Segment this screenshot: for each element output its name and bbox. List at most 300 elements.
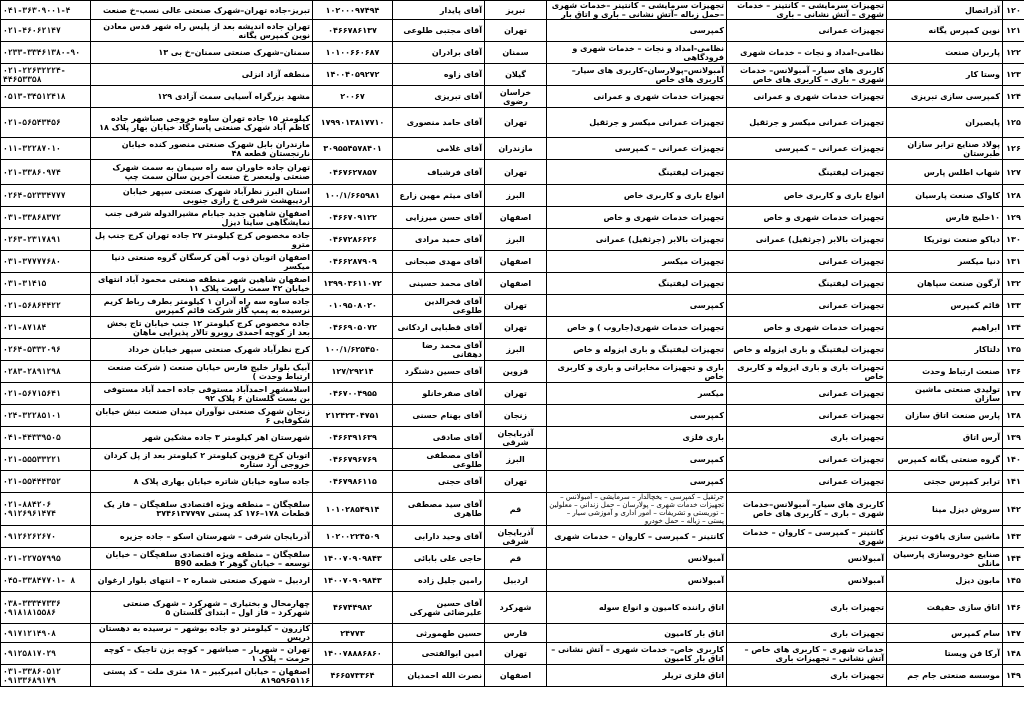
category-cell: تجهیزات لیفتینگ <box>727 160 887 185</box>
row-number-cell: ۱۳۲ <box>1003 273 1024 295</box>
province-cell: اصفهان <box>485 273 547 295</box>
table-row <box>1 108 1024 138</box>
province-cell: البرز <box>485 229 547 251</box>
products-cell: کمپرسی <box>547 405 727 427</box>
contact-person-cell: حسین طهمورثی <box>393 624 485 643</box>
company-name-cell: ۱۰خلیج فارس <box>887 207 1003 229</box>
contact-person-cell: آقای سید مصطفی طاهری <box>393 493 485 526</box>
company-name-cell: سروش دیزل مینا <box>887 493 1003 526</box>
row-number-cell: ۱۴۹ <box>1003 665 1024 687</box>
products-cell: اتاق فلزی تریلر <box>547 665 727 687</box>
table-row <box>1 361 1024 383</box>
products-cell: تجهیزات لیفتینگ و باری ایزوله و خاص <box>547 339 727 361</box>
company-name-cell: قائم کمپرس <box>887 295 1003 317</box>
province-cell: قم <box>485 493 547 526</box>
address-cell: کیلومتر ۱۵ جاده تهران ساوه خروجی صباشهر جاده کاظم آباد شهرک صنعتی پاسارگاد خیابان بهار پلاک ۱۸ <box>91 108 313 138</box>
category-cell: تجهیزات باری <box>727 624 887 643</box>
company-name-cell: کمپرسی سازی تبریزی <box>887 86 1003 108</box>
products-cell: کاربری خاص– خدمات شهری – آتش نشانی – اتاق بار کامیون <box>547 643 727 665</box>
province-cell: تهران <box>485 317 547 339</box>
registration-code-cell: ۲۰۰۶۷ <box>313 86 393 108</box>
products-cell: باری و تجهیزات مخابراتی و باری و کاربری خاص <box>547 361 727 383</box>
contact-person-cell: آقای تبریزی <box>393 86 485 108</box>
table-row <box>1 42 1024 64</box>
table-row <box>1 1 1024 20</box>
registration-code-cell: ۰۴۶۶۷۸۶۱۳۷ <box>313 20 393 42</box>
company-name-cell: دیاکو صنعت نوتریکا <box>887 229 1003 251</box>
contact-person-cell: آقای حسن میرزایی <box>393 207 485 229</box>
address-cell: اردبیل – شهرک صنعتی شماره ۲ – انتهای بلوار ارغوان <box>91 570 313 592</box>
address-cell: آبیک بلوار خلیج فارس خیابان صنعت ( شرکت صنعت ارتباط وحدت ) <box>91 361 313 383</box>
row-number-cell: ۱۲۲ <box>1003 42 1024 64</box>
products-cell: کمپرسی <box>547 20 727 42</box>
registration-code-cell: ۰۴۶۷۹۸۶۱۱۵ <box>313 471 393 493</box>
address-cell: اصفهان اتوبان ذوب آهن کرسگان گروه صنعتی دنیا میکسر <box>91 251 313 273</box>
products-cell: جرثقیل – کمپرسی – یخچالدار – سرمایشی – آمبولانس – تجهیزات خدمات شهری – پولارسان – حمل زنداني – معلولین – توریستی و تشریفات – امور اداری و آموزشی سیار – پستی – زباله – حمل خودرو <box>547 493 727 526</box>
registration-code-cell: ۱۰۲۰۰۲۲۴۵۰۹ <box>313 526 393 548</box>
row-number-cell: ۱۴۶ <box>1003 592 1024 624</box>
company-name-cell: پاربران صنعت <box>887 42 1003 64</box>
address-cell: کرج نظرآباد شهرک صنعتی سپهر خیابان خرداد <box>91 339 313 361</box>
category-cell: تجهیزات عمرانی <box>727 20 887 42</box>
contact-person-cell: آقای مصطفی طلوعی <box>393 449 485 471</box>
category-cell: تجهیزات خدمات شهری و خاص <box>727 317 887 339</box>
products-cell: کانتینر – کمپرسی – کاروان – خدمات شهری <box>547 526 727 548</box>
table-body <box>1 1 1024 687</box>
table-row <box>1 86 1024 108</box>
category-cell: تجهیزات خدمات شهری و خاص <box>727 207 887 229</box>
table-row <box>1 295 1024 317</box>
category-cell: تجهیزات باری <box>727 592 887 624</box>
company-name-cell: آذراتصال <box>887 1 1003 20</box>
province-cell: تهران <box>485 643 547 665</box>
row-number-cell: ۱۳۴ <box>1003 317 1024 339</box>
table-row <box>1 251 1024 273</box>
table-row <box>1 548 1024 570</box>
products-cell: کمپرسی <box>547 471 727 493</box>
table-row <box>1 207 1024 229</box>
category-cell: انواع باری و کاربری خاص <box>727 185 887 207</box>
address-cell: مشهد بزرگراه آسیایی سمت آزادی ۱۲۹ <box>91 86 313 108</box>
row-number-cell: ۱۳۱ <box>1003 251 1024 273</box>
province-cell: البرز <box>485 449 547 471</box>
phone-number-cell: ۰۲۴-۳۲۲۸۵۱۰۱ <box>1 405 91 427</box>
registration-code-cell: ۰۴۶۷۲۸۶۶۲۶ <box>313 229 393 251</box>
category-cell: تجهیزات عمرانی <box>727 383 887 405</box>
registration-code-cell: ۱۳۹۹۰۳۶۱۱۰۷۲ <box>313 273 393 295</box>
registration-code-cell: ۱۰۱۰۲۸۵۴۹۱۴ <box>313 493 393 526</box>
table-row <box>1 160 1024 185</box>
row-number-cell: ۱۴۳ <box>1003 526 1024 548</box>
registration-code-cell: ۰۴۶۷۰۰۴۹۵۵ <box>313 383 393 405</box>
phone-number-cell: ۰۴۱-۴۴۳۳۹۵۰۵ <box>1 427 91 449</box>
contact-person-cell: آقای برادران <box>393 42 485 64</box>
contact-person-cell: آقای فرشباف <box>393 160 485 185</box>
phone-number-cell: ۰۲۱-۸۷۱۸۴ <box>1 317 91 339</box>
province-cell: تهران <box>485 160 547 185</box>
contact-person-cell: آقای میثم مهین زارع <box>393 185 485 207</box>
phone-number-cell: ۰۲۱-۳۳۸۶۰۹۷۴ <box>1 160 91 185</box>
company-name-cell: نوین کمپرس یگانه <box>887 20 1003 42</box>
table-row <box>1 570 1024 592</box>
phone-number-cell: ۰۲۱-۲۲۶۳۲۲۲۴- ۴۴۶۵۳۳۵۸ <box>1 64 91 86</box>
phone-number-cell: ۰۹۱۲۵۸۱۷۰۲۹ <box>1 643 91 665</box>
registration-code-cell: ۱۴۰۰۷۰۹۰۹۸۴۳ <box>313 570 393 592</box>
table-row <box>1 229 1024 251</box>
products-cell: اتاق راننده کامیون و انواع سوله <box>547 592 727 624</box>
province-cell: آذربایجان شرقی <box>485 526 547 548</box>
phone-number-cell: ۰۹۱۷۱۲۱۴۹۰۸ <box>1 624 91 643</box>
products-cell: نظامی-امداد و نجات – خدمات شهری و فرودگاهی <box>547 42 727 64</box>
row-number-cell: ۱۴۰ <box>1003 449 1024 471</box>
phone-number-cell: ۰۲۱-۴۶۰۶۲۱۴۷ <box>1 20 91 42</box>
row-number-cell: ۱۳۶ <box>1003 361 1024 383</box>
category-cell: تجهیزات عمرانی <box>727 471 887 493</box>
address-cell: سمنان–شهرک صنعتی سمنان–خ بی ۱۳ <box>91 42 313 64</box>
phone-number-cell: ۰۳۱-۳۱۴۱۵ <box>1 273 91 295</box>
registration-code-cell: ۳۰۹۵۵۴۵۷۸۴۰۱ <box>313 138 393 160</box>
address-cell: تبریز-جاده تهران–شهرک صنعتی عالی نسب–خ صنعت <box>91 1 313 20</box>
table-row <box>1 405 1024 427</box>
registration-code-cell: ۴۶۶۵۷۳۳۶۴ <box>313 665 393 687</box>
phone-number-cell: ۰۲۱-۵۶۵۴۳۴۵۶ <box>1 108 91 138</box>
table-row <box>1 592 1024 624</box>
products-cell: تجهیزات سرمایشی – کانتینر –خدمات شهری –حمل زباله –آتش نشانی – باری و اتاق بار <box>547 1 727 20</box>
contact-person-cell: آقای زاوه <box>393 64 485 86</box>
products-cell: تجهیزات لیفتینگ <box>547 160 727 185</box>
company-name-cell: موسسه صنعتی جام جم <box>887 665 1003 687</box>
contact-person-cell: آقای حسین علیرضائی شهرکی <box>393 592 485 624</box>
table-row <box>1 493 1024 526</box>
contact-person-cell: آقای بهنام حسنی <box>393 405 485 427</box>
products-cell: تجهیزات عمرانی میکسر و جرثقیل <box>547 108 727 138</box>
province-cell: تهران <box>485 108 547 138</box>
row-number-cell: ۱۳۵ <box>1003 339 1024 361</box>
province-cell: اصفهان <box>485 207 547 229</box>
registration-code-cell: ۰۴۶۶۳۹۱۶۳۹ <box>313 427 393 449</box>
contact-person-cell: آقای مهدی صبحانی <box>393 251 485 273</box>
province-cell: سمنان <box>485 42 547 64</box>
province-cell: البرز <box>485 339 547 361</box>
company-name-cell: آرس اتاق <box>887 427 1003 449</box>
row-number-cell: ۱۲۸ <box>1003 185 1024 207</box>
registration-code-cell: ۱۴۰۰۴۰۵۹۲۷۲ <box>313 64 393 86</box>
address-cell: مازندران بابل شهرک صنعتی منصور کنده خیابان نارنجستان قطعه ۴۸ <box>91 138 313 160</box>
address-cell: منطقه آزاد انزلی <box>91 64 313 86</box>
address-cell: اصفهان شاهین جدید جیابام مشیرالدوله شرقی جنب نمایشگاهی ساینا دیزل <box>91 207 313 229</box>
address-cell: اسلامشهر احمدآباد مستوفی جاده احمد آباد مستوفی بن بست گلستان ۶ پلاک ۹۲ <box>91 383 313 405</box>
phone-number-cell: ۰۲۱-۵۵۵۳۳۲۲۱ <box>1 449 91 471</box>
products-cell: اتاق بار کامیون <box>547 624 727 643</box>
phone-number-cell: ۰۲۱-۵۶۷۱۵۶۴۱ <box>1 383 91 405</box>
table-row <box>1 526 1024 548</box>
category-cell: خدمات شهری – کاربری های خاص – آتش نشانی – تجهیزات باری <box>727 643 887 665</box>
contact-person-cell: رامین جلیل زاده <box>393 570 485 592</box>
contact-person-cell: آقای صفرخانلو <box>393 383 485 405</box>
table-row <box>1 471 1024 493</box>
category-cell: کاربری های سیار– آمبولانس–خدمات شهری – باری – کاربری های خاص <box>727 493 887 526</box>
province-cell: قزوین <box>485 361 547 383</box>
products-cell: انواع باری و کاربری خاص <box>547 185 727 207</box>
row-number-cell: ۱۴۱ <box>1003 471 1024 493</box>
province-cell: تهران <box>485 295 547 317</box>
products-cell: تجهیزات میکسر <box>547 251 727 273</box>
address-cell: تهران جاده اندیشه بعد از پلیس راه شهر قدس معادن نوین کمپرس یگانه <box>91 20 313 42</box>
products-cell: تجهیزات عمرانی – کمپرسی <box>547 138 727 160</box>
category-cell: کانتینر – کمپرسی – کاروان – خدمات شهری <box>727 526 887 548</box>
company-name-cell: دنیا میکسر <box>887 251 1003 273</box>
contact-person-cell: آقای مجتبی طلوعی <box>393 20 485 42</box>
phone-number-cell: ۰۲۱-۲۲۷۵۷۹۹۵ <box>1 548 91 570</box>
table-row <box>1 185 1024 207</box>
address-cell: سلفچگان – منطقه ویژه اقتصادی سلفچگان – خیابان توسعه – خیابان گوهر ۲ قطعه B90 <box>91 548 313 570</box>
province-cell: البرز <box>485 185 547 207</box>
province-cell: خراسان رضوی <box>485 86 547 108</box>
table-row <box>1 20 1024 42</box>
category-cell: آمبولانس <box>727 570 887 592</box>
category-cell: کاربری های سیار– آمبولانس– خدمات شهری – باری – کاربری های خاص <box>727 64 887 86</box>
table-row <box>1 624 1024 643</box>
address-cell: جاده ساوه سه راه آدران ۱ کیلومتر بطرف رباط کریم نرسیده به پمپ گاز شرکت قائم کمپرس <box>91 295 313 317</box>
row-number-cell: ۱۲۱ <box>1003 20 1024 42</box>
company-name-cell: آرکا فن ویستا <box>887 643 1003 665</box>
contact-person-cell: آقای محمد رضا دهقانی <box>393 339 485 361</box>
category-cell: تجهیزات لیفتینگ <box>727 273 887 295</box>
company-name-cell: گروه صنعتی یگانه کمپرس <box>887 449 1003 471</box>
phone-number-cell: ۰۴۵-۳۳۸۴۷۷۰۱- ۸ <box>1 570 91 592</box>
phone-number-cell: ۰۲۳۳-۳۳۴۶۱۳۸۰-۹۰ <box>1 42 91 64</box>
phone-number-cell: ۰۲۶۴-۵۳۳۲۰۹۶ <box>1 339 91 361</box>
category-cell: تجهیزات باری <box>727 427 887 449</box>
phone-number-cell: ۰۲۸۳-۲۸۹۱۲۹۸ <box>1 361 91 383</box>
products-cell: کمپرسی <box>547 449 727 471</box>
province-cell: تهران <box>485 383 547 405</box>
registration-code-cell: ۰۱۰۹۵۰۸۰۲۰ <box>313 295 393 317</box>
category-cell: تجهیزات باری <box>727 665 887 687</box>
address-cell: اصفهان شاهین شهر منطقه صنعتی محمود آباد انتهای خیابان ۴۲ سمت راست پلاک ۱۱ <box>91 273 313 295</box>
phone-number-cell: ۰۵۱۳-۳۴۵۱۲۴۱۸ <box>1 86 91 108</box>
row-number-cell: ۱۳۸ <box>1003 405 1024 427</box>
contact-person-cell: آقای حامد منصوری <box>393 108 485 138</box>
registration-code-cell: ۱۷۹۹۰۱۳۸۱۷۷۱۰ <box>313 108 393 138</box>
registration-code-cell: ۰۴۶۷۶۲۷۸۵۷ <box>313 160 393 185</box>
company-name-cell: صنایع خودروسازی پارسیان مانلی <box>887 548 1003 570</box>
company-name-cell: وستا کار <box>887 64 1003 86</box>
table-row <box>1 427 1024 449</box>
row-number-cell: ۱۳۷ <box>1003 383 1024 405</box>
contact-person-cell: آقای غلامی <box>393 138 485 160</box>
row-number-cell: ۱۲۷ <box>1003 160 1024 185</box>
province-cell: آذربایجان شرقی <box>485 427 547 449</box>
company-name-cell: پایصیران <box>887 108 1003 138</box>
phone-number-cell: ۰۳۱-۳۳۸۶۰۵۱۲ ۰۹۱۳۳۶۸۹۱۷۹ <box>1 665 91 687</box>
category-cell: تجهیزات عمرانی <box>727 405 887 427</box>
phone-number-cell: ۰۳۱-۳۳۸۶۸۳۷۲ <box>1 207 91 229</box>
contact-person-cell: امین ابوالفتحی <box>393 643 485 665</box>
company-name-cell: ترابر کمپرس حجتی <box>887 471 1003 493</box>
phone-number-cell: ۰۲۱-۸۸۴۲۰۶ ۰۹۱۲۶۹۶۱۴۷۴ <box>1 493 91 526</box>
products-cell: کمپرسی <box>547 295 727 317</box>
table-row <box>1 138 1024 160</box>
address-cell: سلفچگان – منطقه ویژه اقتصادی سلفچگان – فاز یک قطعات ۱۷۸–۱۷۶ کد پستی ۳۷۴۶۱۳۷۷۹۷ <box>91 493 313 526</box>
row-number-cell: ۱۲۴ <box>1003 86 1024 108</box>
registration-code-cell: ۱۰۰/۱/۶۲۵۴۵۰ <box>313 339 393 361</box>
phone-number-cell: ۰۳۸-۳۳۳۴۷۳۳۶ ۰۹۱۸۱۸۱۵۵۸۶ <box>1 592 91 624</box>
products-cell: تجهیزات خدمات شهری(جاروب ) و خاص <box>547 317 727 339</box>
table-row <box>1 665 1024 687</box>
category-cell: نظامی-امداد و نجات – خدمات شهری <box>727 42 887 64</box>
table-row <box>1 273 1024 295</box>
contact-person-cell: آقای فخرالدین طلوعی <box>393 295 485 317</box>
row-number-cell: ۱۳۰ <box>1003 229 1024 251</box>
products-cell: تجهیزات خدمات شهری و خاص <box>547 207 727 229</box>
products-cell: تجهیزات لیفتینگ <box>547 273 727 295</box>
province-cell: تهران <box>485 20 547 42</box>
company-name-cell: پارس صنعت اتاق سازان <box>887 405 1003 427</box>
contact-person-cell: آقای قطبایی اردکانی <box>393 317 485 339</box>
registration-code-cell: ۰۴۶۶۲۸۷۹۰۹ <box>313 251 393 273</box>
province-cell: قم <box>485 548 547 570</box>
category-cell: تجهیزات باری و باری ایزوله و کاربری خاص <box>727 361 887 383</box>
table-row <box>1 383 1024 405</box>
company-name-cell: کاواک صنعت پارسیان <box>887 185 1003 207</box>
registration-code-cell: ۱۲۷/۲۹۲۱۴ <box>313 361 393 383</box>
row-number-cell: ۱۲۶ <box>1003 138 1024 160</box>
contact-person-cell: آقای حجتی <box>393 471 485 493</box>
contact-person-cell: آقای محمد حسینی <box>393 273 485 295</box>
registration-code-cell: ۲۱۲۴۲۳۰۴۷۵۱ <box>313 405 393 427</box>
phone-number-cell: ۰۹۱۲۶۲۶۲۶۷۰ <box>1 526 91 548</box>
row-number-cell: ۱۳۹ <box>1003 427 1024 449</box>
row-number-cell: ۱۴۸ <box>1003 643 1024 665</box>
category-cell: تجهیزات سرمایشی – کانتینر – خدمات شهری – آتش نشانی – باری <box>727 1 887 20</box>
province-cell: اردبیل <box>485 570 547 592</box>
company-name-cell: دلتاکار <box>887 339 1003 361</box>
registration-code-cell: ۴۶۷۴۴۹۸۲ <box>313 592 393 624</box>
registration-code-cell: ۰۴۶۶۷۰۹۱۲۲ <box>313 207 393 229</box>
phone-number-cell: ۰۱۱-۳۲۲۸۷۰۱۰ <box>1 138 91 160</box>
contact-person-cell: نصرت الله احمدیان <box>393 665 485 687</box>
contact-person-cell: آقای وحید دارابی <box>393 526 485 548</box>
address-cell: اصفهان – خیابان امیرکبیر – ۱۸ متری ملت – کد پستی ۸۱۹۵۹۶۵۱۱۶ <box>91 665 313 687</box>
category-cell: تجهیزات عمرانی – کمپرسی <box>727 138 887 160</box>
row-number-cell: ۱۲۰ <box>1003 1 1024 20</box>
province-cell: تبریز <box>485 1 547 20</box>
province-cell: مازندران <box>485 138 547 160</box>
row-number-cell: ۱۲۵ <box>1003 108 1024 138</box>
registration-code-cell: ۰۴۶۶۷۹۶۷۶۹ <box>313 449 393 471</box>
phone-number-cell: ۰۲۱-۵۵۴۴۴۳۵۲ <box>1 471 91 493</box>
category-cell: تجهیزات عمرانی <box>727 251 887 273</box>
phone-number-cell: ۰۳۱-۳۷۷۷۷۶۸۰ <box>1 251 91 273</box>
address-cell: چهارمحال و بختیاری – شهرکرد – شهرک صنعتی شهرکرد – فاز اول – ابتدای گلستان ۵ <box>91 592 313 624</box>
address-cell: تهران – شهریار – صباشهر – کوچه بزن تاجیک – کوچه حرمت – پلاک ۱ <box>91 643 313 665</box>
category-cell: تجهیزات عمرانی <box>727 295 887 317</box>
address-cell: اتوبان کرج قزوین کیلومتر ۲ کیلومتر بعد از پل کردان خروجی آرد ستاره <box>91 449 313 471</box>
company-name-cell: صنعت ارتباط وحدت <box>887 361 1003 383</box>
company-name-cell: تولیدی صنعتی ماشین سازان <box>887 383 1003 405</box>
contact-person-cell: آقای صادقی <box>393 427 485 449</box>
phone-number-cell: ۰۴۱-۳۶۳۰۹۰۰۱-۴ <box>1 1 91 20</box>
company-name-cell: سام کمپرس <box>887 624 1003 643</box>
contact-person-cell: آقای پایدار <box>393 1 485 20</box>
registration-code-cell: ۰۴۶۶۹۰۵۰۷۲ <box>313 317 393 339</box>
products-cell: آمبولانس–پولارسان–کاربری های سیار–کاربری های خاص <box>547 64 727 86</box>
address-cell: جاده ساوه خیابان شاتره خیابان بهاری پلاک ۸ <box>91 471 313 493</box>
row-number-cell: ۱۴۲ <box>1003 493 1024 526</box>
row-number-cell: ۱۲۳ <box>1003 64 1024 86</box>
products-cell: باری فلزی <box>547 427 727 449</box>
company-name-cell: ماشین سازی یاقوت تبریز <box>887 526 1003 548</box>
province-cell: فارس <box>485 624 547 643</box>
table-row <box>1 339 1024 361</box>
category-cell: آمبولانس <box>727 548 887 570</box>
table-row <box>1 643 1024 665</box>
contact-person-cell: آقای حمید مرادی <box>393 229 485 251</box>
products-cell: آمبولانس <box>547 570 727 592</box>
registration-code-cell: ۱۰۲۰۰۰۹۷۴۹۴ <box>313 1 393 20</box>
address-cell: زنجان شهرک صنعتی نوآوران میدان صنعت نبش خیابان شکوفایی ۶ <box>91 405 313 427</box>
phone-number-cell: ۰۲۶۴-۵۲۳۳۴۷۷۷ <box>1 185 91 207</box>
row-number-cell: ۱۲۹ <box>1003 207 1024 229</box>
category-cell: تجهیزات خدمات شهری و عمرانی <box>727 86 887 108</box>
province-cell: اصفهان <box>485 251 547 273</box>
company-name-cell: اتاق سازی حقیقت <box>887 592 1003 624</box>
category-cell: تجهیزات بالابر (جرثقیل) عمرانی <box>727 229 887 251</box>
address-cell: شهرستان اهر کیلومتر ۳ جاده مشکین شهر <box>91 427 313 449</box>
registration-code-cell: ۱۴۰۰۷۸۸۸۶۸۶۰ <box>313 643 393 665</box>
contact-person-cell: آقای حسین دشتگرد <box>393 361 485 383</box>
registration-code-cell: ۱۰۱۰۰۶۶۰۶۸۷ <box>313 42 393 64</box>
company-name-cell: ابراهیم <box>887 317 1003 339</box>
row-number-cell: ۱۳۳ <box>1003 295 1024 317</box>
category-cell: تجهیزات عمرانی میکسر و جرثقیل <box>727 108 887 138</box>
phone-number-cell: ۰۲۱-۵۶۸۶۴۴۲۲ <box>1 295 91 317</box>
contact-person-cell: حاجی علی بابائی <box>393 548 485 570</box>
registration-code-cell: ۲۴۷۷۳ <box>313 624 393 643</box>
company-name-cell: آرگون صنعت سپاهان <box>887 273 1003 295</box>
row-number-cell: ۱۴۵ <box>1003 570 1024 592</box>
province-cell: زنجان <box>485 405 547 427</box>
category-cell: تجهیزات لیفتینگ و باری ایزوله و خاص <box>727 339 887 361</box>
province-cell: اصفهان <box>485 665 547 687</box>
company-name-cell: مابون دیزل <box>887 570 1003 592</box>
category-cell: تجهیزات عمرانی <box>727 449 887 471</box>
province-cell: شهرکرد <box>485 592 547 624</box>
registration-code-cell: ۱۰۰/۱/۶۶۵۹۸۱ <box>313 185 393 207</box>
products-cell: تجهیزات خدمات شهری و عمرانی <box>547 86 727 108</box>
table-row <box>1 317 1024 339</box>
address-cell: تهران جاده خاوران سه راه سیمان به سمت شهرک صنعتی ولیعصر خ صنعت آخرین سالن سمت چپ <box>91 160 313 185</box>
address-cell: جاده مخصوص کرج کیلومتر ۱۲ جنب خیابان تاج بخش بعد از کوچه احمدی روبرو تالار پذیرایی ماهان <box>91 317 313 339</box>
company-name-cell: شهاب اطلس پارس <box>887 160 1003 185</box>
phone-number-cell: ۰۲۶۳-۲۳۱۷۸۹۱ <box>1 229 91 251</box>
address-cell: استان البرز نظرآباد شهرک صنعتی سپهر خیابان اردیبهشت شرقی خ رازی جنوبی <box>91 185 313 207</box>
row-number-cell: ۱۴۷ <box>1003 624 1024 643</box>
registration-code-cell: ۱۴۰۰۷۰۹۰۹۸۴۳ <box>313 548 393 570</box>
province-cell: گیلان <box>485 64 547 86</box>
address-cell: کازرون – کیلومتر دو جاده بوشهر – نرسیده به دهستان دریس <box>91 624 313 643</box>
products-cell: تجهیزات بالابر (جرثقیل) عمرانی <box>547 229 727 251</box>
products-cell: میکسر <box>547 383 727 405</box>
row-number-cell: ۱۴۴ <box>1003 548 1024 570</box>
products-cell: آمبولانس <box>547 548 727 570</box>
province-cell: تهران <box>485 471 547 493</box>
company-name-cell: پولاد صنایع ترابر سازان طبرستان <box>887 138 1003 160</box>
table-row <box>1 449 1024 471</box>
address-cell: آذربایجان شرقی – شهرستان اسکو – جاده جزیره <box>91 526 313 548</box>
table-row <box>1 64 1024 86</box>
